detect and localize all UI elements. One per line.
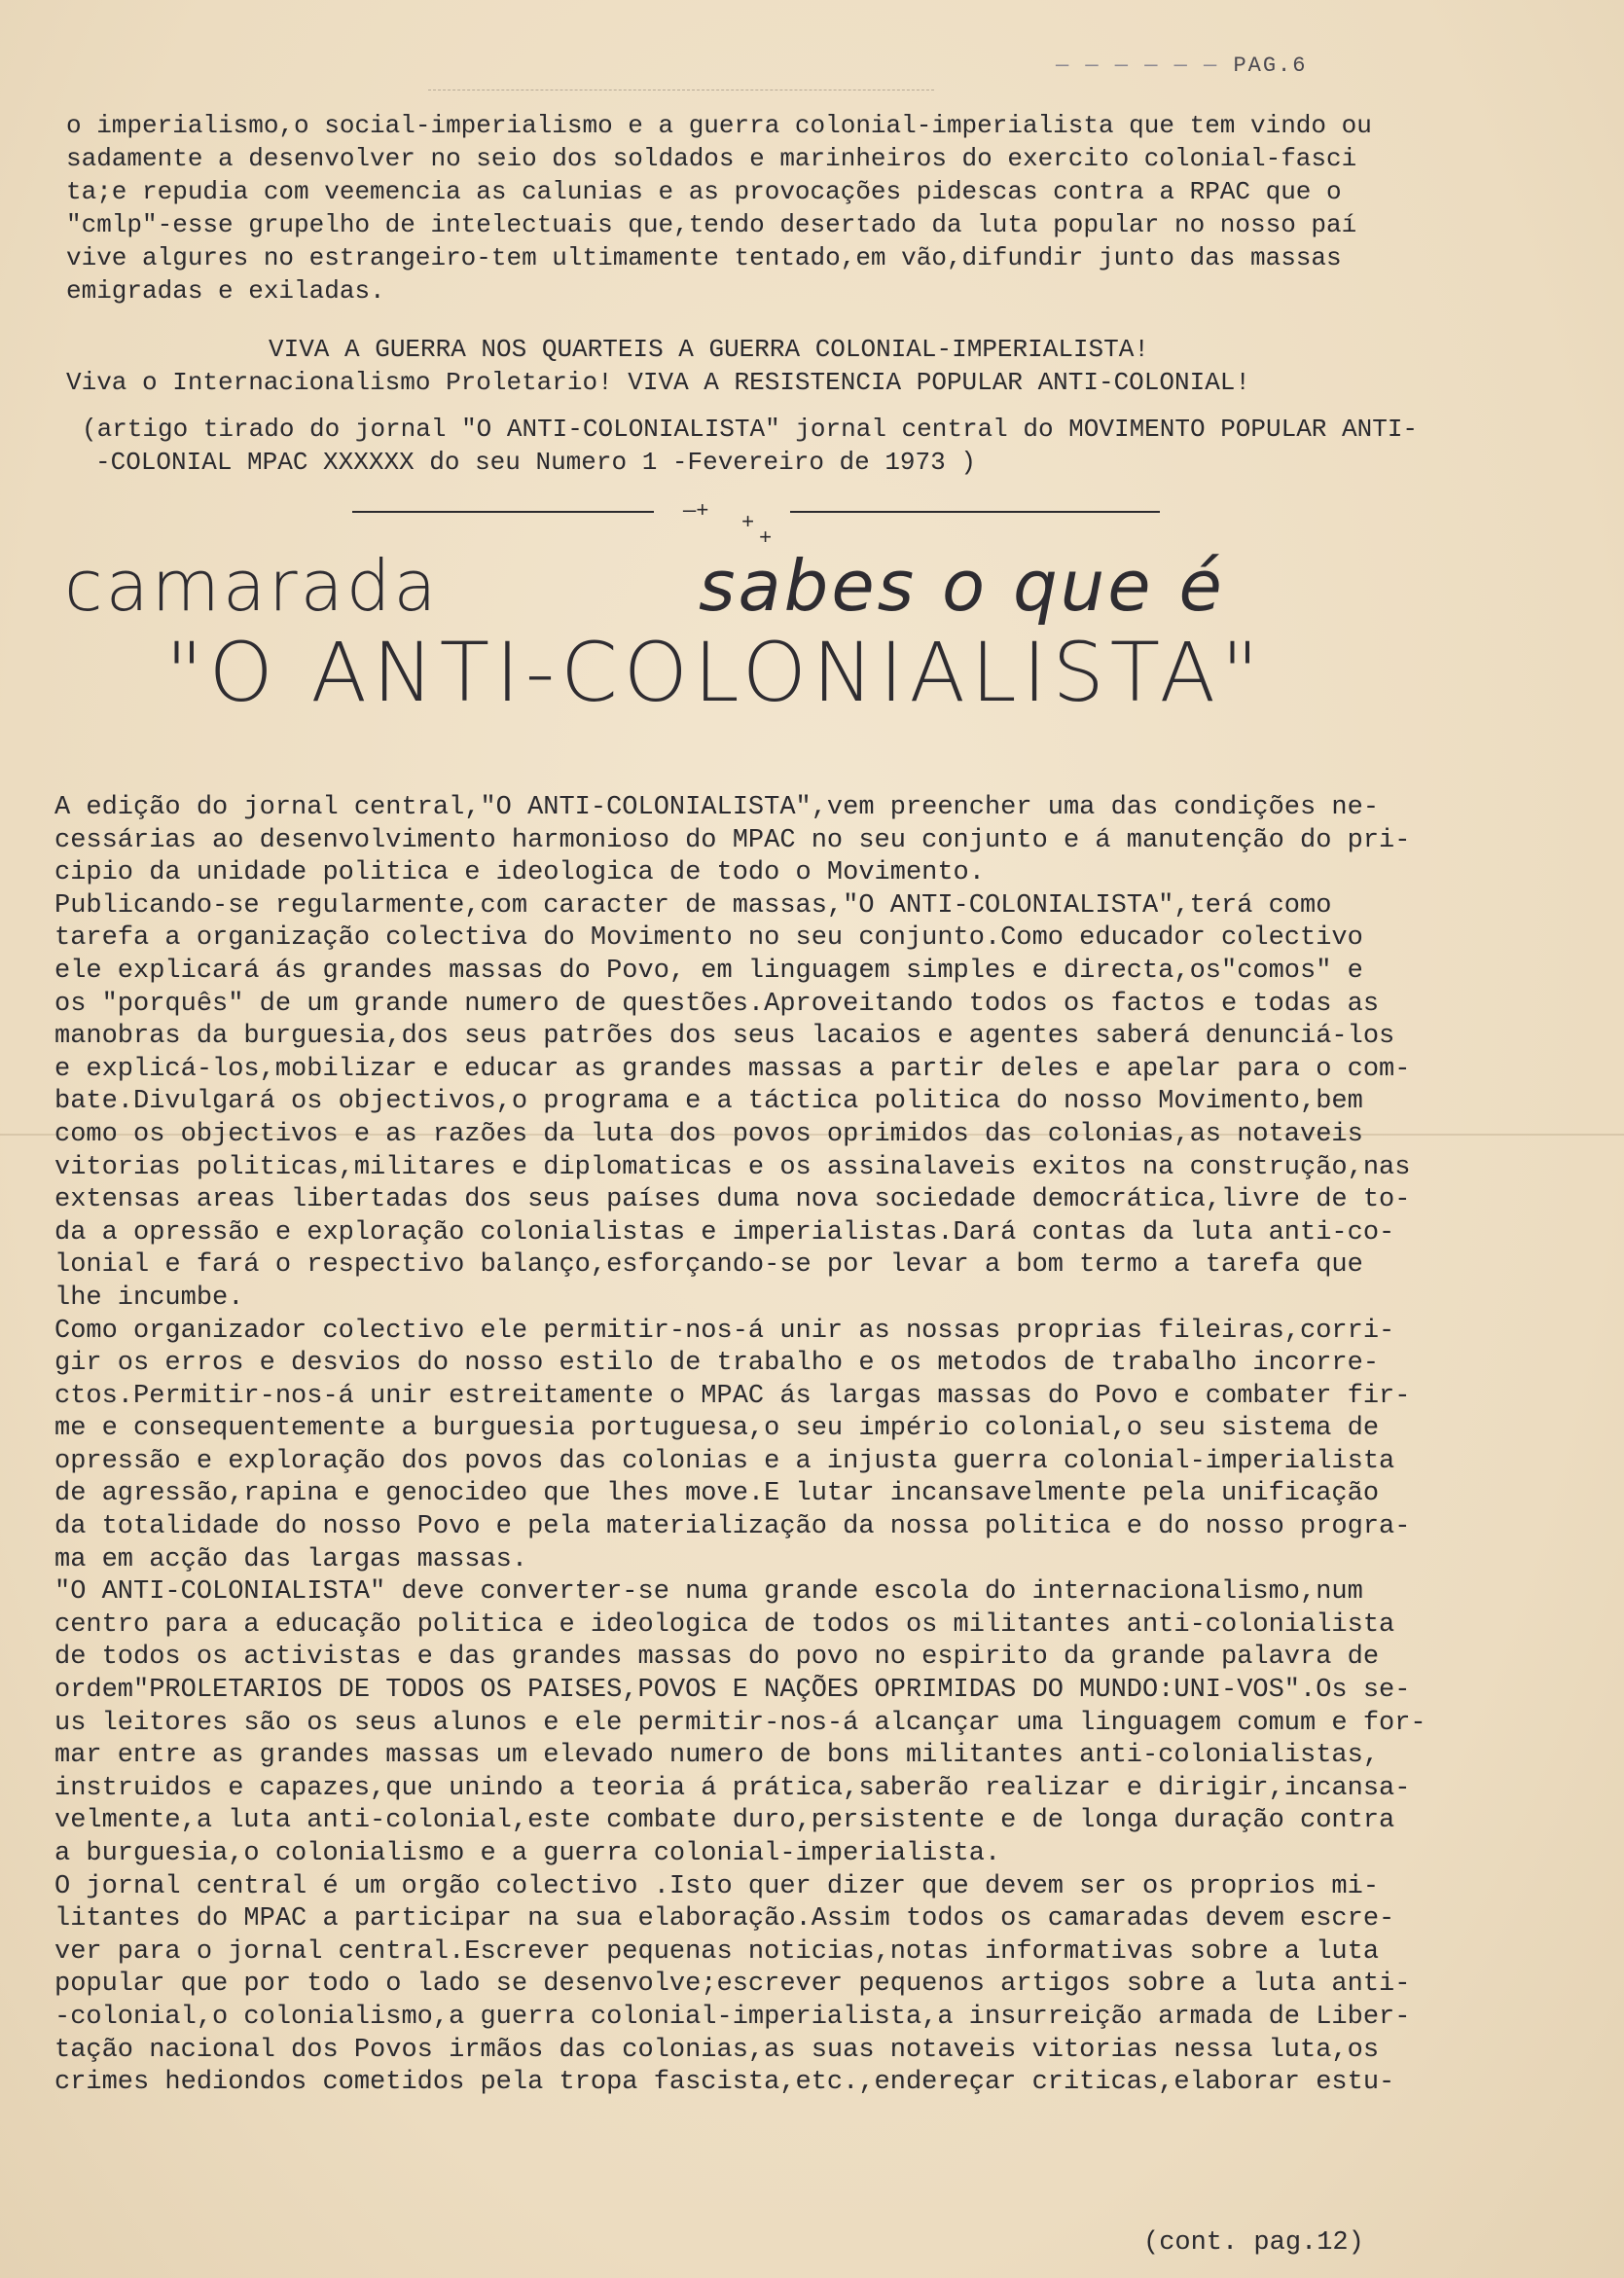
article-line: instruidos e capazes,que unindo a teoria á prática,saberão realizar e dirigir,incansa- <box>54 1773 1411 1803</box>
article-line: de todos os activistas e das grandes massas do povo no espirito da grande palavra de <box>54 1643 1380 1673</box>
article-line: crimes hediondos cometidos pela tropa fascista,etc.,endereçar criticas,elaborar estu- <box>54 2068 1395 2098</box>
article-line: os "porquês" de um grande numero de questões.Aproveitando todos os factos e todas as <box>54 989 1380 1019</box>
headline-title: "O ANTI-COLONIALISTA" <box>165 625 1265 720</box>
article-line: manobras da burguesia,dos seus patrões dos seus lacaios e agentes saberá denunciá-los <box>54 1022 1395 1052</box>
article-line: bate.Divulgará os objectivos,o programa e a táctica politica do nosso Movimento,bem <box>54 1087 1363 1117</box>
article-line: me e consequentemente a burguesia portuguesa,o seu império colonial,o seu sistema de <box>54 1414 1380 1444</box>
article-line: mar entre as grandes massas um elevado numero de bons militantes anti-colonialistas, <box>54 1741 1380 1771</box>
article-line: opressão e exploração dos povos das colonias e a injusta guerra colonial-imperialista <box>54 1446 1395 1476</box>
intro-line: ta;e repudia com veemencia as calunias e as provocações pidescas contra a RPAC que o <box>66 177 1342 206</box>
article-line: lonial e fará o respectivo balanço,esforçando-se por levar a bom termo a tarefa que <box>54 1250 1363 1281</box>
article-line: tarefa a organização colectiva do Movimento no seu conjunto.Como educador colectivo <box>54 923 1363 954</box>
article-line: "O ANTI-COLONIALISTA" deve converter-se numa grande escola do internacionalismo,num <box>54 1577 1363 1608</box>
article-line: Publicando-se regularmente,com caracter de massas,"O ANTI-COLONIALISTA",terá como <box>54 890 1332 921</box>
article-line: us leitores são os seus alunos e ele permitir-nos-á alcançar uma linguagem comum e for- <box>54 1708 1426 1738</box>
article-line: centro para a educação politica e ideologica de todos os militantes anti-colonialista <box>54 1609 1395 1640</box>
page-number-label: PAG.6 <box>1233 54 1308 78</box>
source-line: (artigo tirado do jornal "O ANTI-COLONIALISTA" jornal central do MOVIMENTO POPULAR ANTI- <box>82 415 1419 444</box>
article-line: A edição do jornal central,"O ANTI-COLONIALISTA",vem preencher uma das condições ne- <box>54 793 1380 822</box>
article-line: O jornal central é um orgão colectivo .Isto quer dizer que devem ser os proprios mi- <box>54 1871 1380 1901</box>
article-line: ctos.Permitir-nos-á unir estreitamente o MPAC ás largas massas do Povo e combater fir- <box>54 1381 1411 1411</box>
intro-line: emigradas e exiladas. <box>66 276 385 306</box>
intro-line: "cmlp"-esse grupelho de intelectuais que,tendo desertado da luta popular no nosso paí <box>66 210 1357 239</box>
section-divider: —+ + + <box>352 511 1160 530</box>
article-line: -colonial,o colonialismo,a guerra colonial-imperialista,a insurreição armada de Liber- <box>54 2002 1411 2032</box>
article-line: como os objectivos e as razões da luta dos povos oprimidos das colonias,as notaveis <box>54 1119 1363 1149</box>
article-line: ver para o jornal central.Escrever pequenas noticias,notas informativas sobre a luta <box>54 1936 1380 1967</box>
source-note <box>82 413 1541 479</box>
article-line: Como organizador colectivo ele permitir-nos-á unir as nossas proprias fileiras,corri- <box>54 1316 1395 1346</box>
article-line: lhe incumbe. <box>54 1283 244 1313</box>
headline-phrase: sabes o que é <box>699 545 1225 627</box>
article-line: extensas areas libertadas dos seus países duma nova sociedade democrática,livre de to- <box>54 1185 1411 1215</box>
article-line: a burguesia,o colonialismo e a guerra colonial-imperialista. <box>54 1839 1001 1868</box>
article-line: ele explicará ás grandes massas do Povo, em linguagem simples e directa,os"comos" e <box>54 956 1363 986</box>
article-line: da a opressão e exploração colonialistas e imperialistas.Dará contas da luta anti-co- <box>54 1217 1395 1247</box>
article-body <box>54 792 1572 2100</box>
intro-line: vive algures no estrangeiro-tem ultimamente tentado,em vão,difundir junto das massas <box>66 243 1342 272</box>
article-line: cipio da unidade politica e ideologica de todo o Movimento. <box>54 858 985 888</box>
intro-line: o imperialismo,o social-imperialismo e a guerra colonial-imperialista que tem vindo ou <box>66 111 1372 140</box>
article-line: cessárias ao desenvolvimento harmonioso do MPAC no seu conjunto e á manutenção do pri- <box>54 825 1411 855</box>
slogan-line: VIVA A GUERRA NOS QUARTEIS A GUERRA COLONIAL-IMPERIALISTA! <box>269 335 1149 364</box>
intro-line: sadamente a desenvolver no seio dos soldados e marinheiros do exercito colonial-fasci <box>66 144 1357 173</box>
slogan-line: Viva o Internacionalismo Proletario! VIVA A RESISTENCIA POPULAR ANTI-COLONIAL! <box>66 368 1250 397</box>
article-line: gir os erros e desvios do nosso estilo de trabalho e os metodos de trabalho incorre- <box>54 1349 1380 1379</box>
article-line: popular que por todo o lado se desenvolve;escrever pequenos artigos sobre a luta anti- <box>54 1970 1411 2000</box>
headline-question <box>64 545 1251 633</box>
page-number: — — — — — — PAG.6 <box>1056 54 1308 78</box>
article-line: vitorias politicas,militares e diplomaticas e os assinalaveis exitos na construção,nas <box>54 1152 1411 1182</box>
headline-word-camarada: camarada <box>64 545 440 627</box>
top-divider <box>428 90 934 100</box>
article-line: ma em acção das largas massas. <box>54 1544 528 1574</box>
article-line: velmente,a luta anti-colonial,este combate duro,persistente e de longa duração contra <box>54 1806 1395 1836</box>
article-line: ordem"PROLETARIOS DE TODOS OS PAISES,POVOS E NAÇÕES OPRIMIDAS DO MUNDO:UNI-VOS".Os se- <box>54 1676 1411 1706</box>
article-line: tação nacional dos Povos irmãos das colonias,as suas notaveis vitorias nessa luta,os <box>54 2035 1380 2065</box>
article-line: litantes do MPAC a participar na sua elaboração.Assim todos os camaradas devem escre- <box>54 1904 1395 1934</box>
article-line: de agressão,rapina e genocideo que lhes move.E lutar incansavelmente pela unificação <box>54 1479 1380 1509</box>
article-line: e explicá-los,mobilizar e educar as grandes massas a partir deles e apelar para o com- <box>54 1054 1411 1084</box>
intro-paragraph <box>66 109 1545 307</box>
continuation-reference: (cont. pag.12) <box>1143 2228 1364 2258</box>
article-line: da totalidade do nosso Povo e pela materialização da nossa politica e do nosso progra- <box>54 1512 1411 1542</box>
source-line: -COLONIAL MPAC XXXXXX do seu Numero 1 -Fevereiro de 1973 ) <box>95 448 976 477</box>
